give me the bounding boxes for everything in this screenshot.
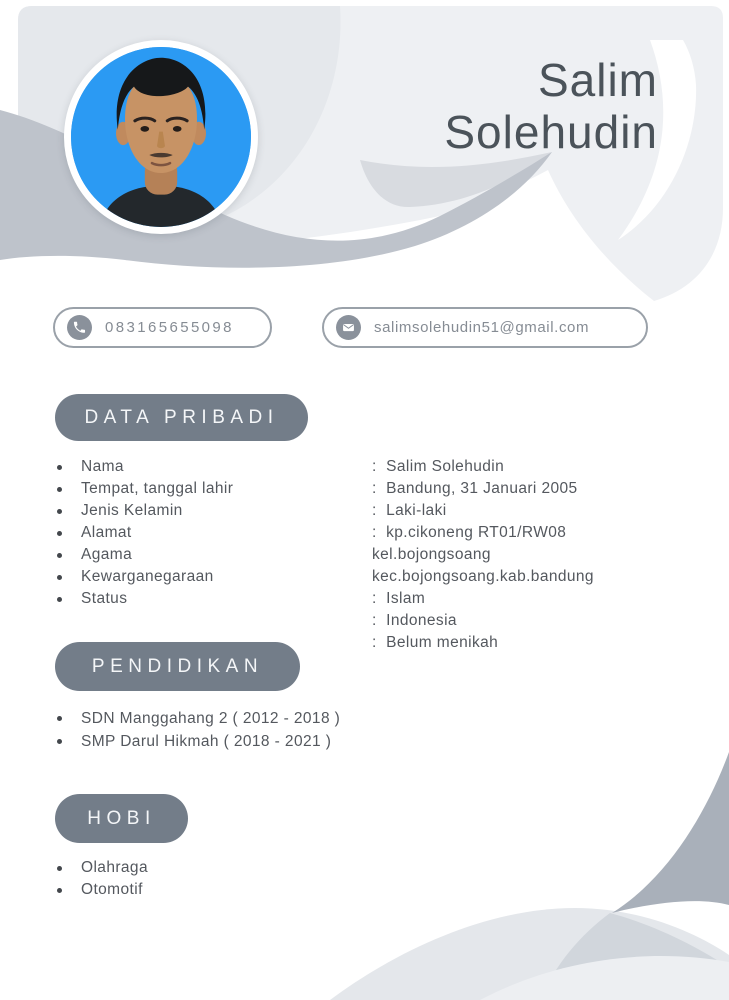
person-portrait: [71, 47, 251, 227]
phone-icon: [67, 315, 92, 340]
hobby-item: Otomotif: [55, 879, 148, 901]
bullet-dot: [57, 597, 62, 602]
personal-value-line: kel.bojongsoang: [372, 546, 491, 563]
personal-label-row: Kewarganegaraan: [55, 566, 233, 588]
bullet-dot: [57, 866, 62, 871]
personal-label-row: Alamat: [55, 522, 233, 544]
section-heading-pendidikan: [55, 642, 300, 691]
personal-label-row: Tempat, tanggal lahir: [55, 478, 233, 500]
personal-value-line: : Belum menikah: [372, 634, 499, 651]
personal-value-line: kec.bojongsoang.kab.bandung: [372, 568, 594, 585]
personal-value-line: : Laki-laki: [372, 502, 447, 519]
education-list: [55, 707, 340, 753]
bullet-dot: [57, 575, 62, 580]
personal-value-line: : Bandung, 31 Januari 2005: [372, 480, 578, 497]
envelope-icon: [336, 315, 361, 340]
phone-number: 083165655098: [105, 319, 234, 336]
education-item: SMP Darul Hikmah ( 2018 - 2021 ): [55, 730, 340, 753]
bullet-dot: [57, 531, 62, 536]
personal-value-line: : Salim Solehudin: [372, 458, 505, 475]
page-title: [444, 54, 658, 158]
bullet-dot: [57, 487, 62, 492]
section-heading-data-pribadi: [55, 394, 308, 441]
bullet-dot: [57, 888, 62, 893]
personal-value-line: : Indonesia: [372, 612, 457, 629]
section-heading-label: PENDIDIKAN: [91, 655, 264, 677]
phone-contact-button[interactable]: [53, 307, 272, 348]
section-heading-label: HOBI: [87, 807, 156, 829]
bullet-dot: [57, 509, 62, 514]
name-line-1: Salim: [537, 54, 658, 106]
personal-label-row: Jenis Kelamin: [55, 500, 233, 522]
hobby-item: Olahraga: [55, 857, 148, 879]
profile-photo: [64, 40, 258, 234]
email-address: salimsolehudin51@gmail.com: [374, 319, 590, 336]
personal-label-row: Status: [55, 588, 233, 610]
section-heading-hobi: [55, 794, 188, 843]
personal-value-line: : kp.cikoneng RT01/RW08: [372, 524, 567, 541]
name-line-2: Solehudin: [444, 106, 658, 158]
bullet-dot: [57, 716, 62, 721]
bullet-dot: [57, 739, 62, 744]
personal-labels-list: [55, 456, 233, 610]
personal-label-row: Agama: [55, 544, 233, 566]
education-item: SDN Manggahang 2 ( 2012 - 2018 ): [55, 707, 340, 730]
personal-values-list: [372, 456, 594, 654]
personal-label-row: Nama: [55, 456, 233, 478]
bullet-dot: [57, 553, 62, 558]
hobby-list: [55, 857, 148, 901]
bullet-dot: [57, 465, 62, 470]
section-heading-label: DATA PRIBADI: [84, 406, 279, 428]
personal-value-line: : Islam: [372, 590, 426, 607]
email-contact-button[interactable]: [322, 307, 648, 348]
